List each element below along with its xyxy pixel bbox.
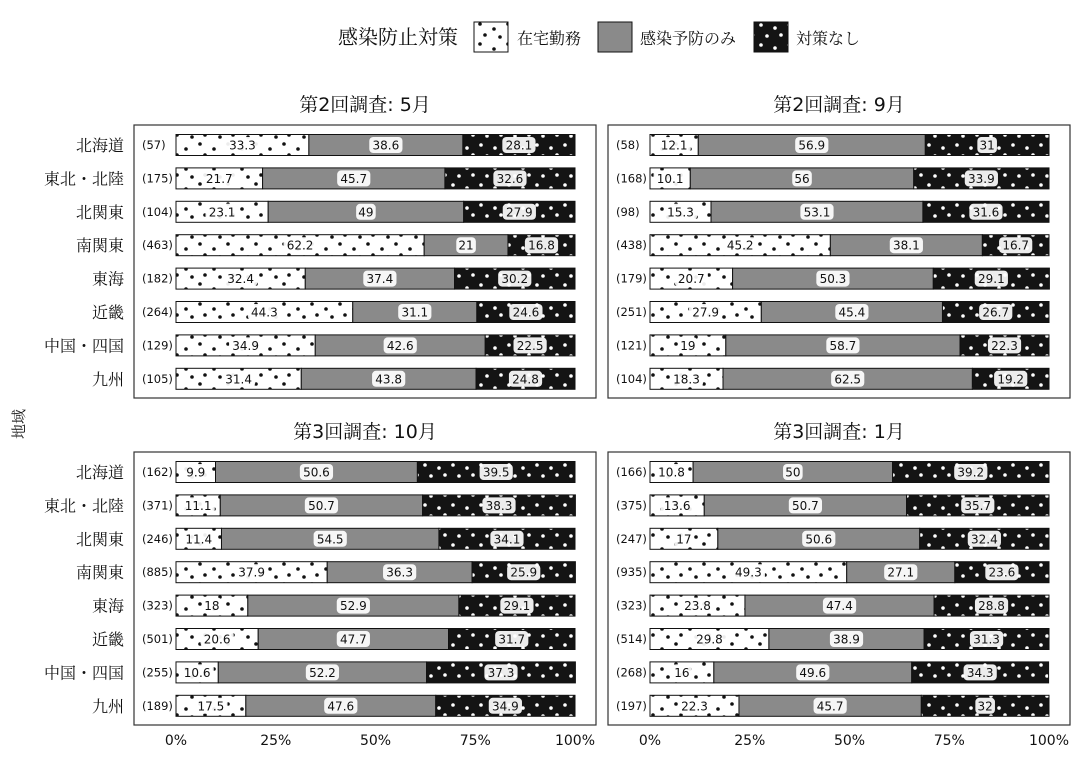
sample-size-label: (168) [616, 171, 647, 186]
legend-label-remote-work: 在宅勤務 [517, 29, 582, 48]
value-label: 18.3 [673, 372, 700, 387]
sample-size-label: (323) [616, 598, 647, 613]
legend-swatch-remote-work [474, 22, 508, 52]
panel-frame [134, 125, 596, 398]
value-label: 50.7 [792, 498, 819, 513]
value-label: 23.1 [208, 205, 236, 220]
value-label: 43.8 [375, 372, 403, 387]
x-tick-label: 25% [260, 733, 292, 749]
value-label: 13.6 [663, 498, 691, 513]
value-label: 11.1 [184, 498, 212, 513]
value-label: 58.7 [829, 338, 857, 353]
value-label: 37.4 [366, 272, 394, 287]
value-label: 39.2 [957, 465, 985, 480]
value-label: 16.7 [1002, 238, 1030, 253]
value-label: 32.4 [971, 532, 998, 547]
value-label: 27.9 [505, 205, 533, 220]
value-label: 34.9 [492, 699, 519, 714]
value-label: 12.1 [660, 138, 688, 153]
value-label: 24.8 [512, 372, 539, 387]
value-label: 62.5 [834, 372, 862, 387]
value-label: 35.7 [964, 498, 992, 513]
sample-size-label: (166) [616, 465, 647, 479]
x-tick-label: 75% [459, 733, 491, 749]
value-label: 31.3 [973, 632, 1000, 647]
panel-1 [44, 94, 596, 398]
value-label: 49.6 [799, 665, 827, 680]
value-label: 34.1 [493, 532, 521, 547]
legend [338, 22, 860, 52]
sample-size-label: (323) [142, 598, 173, 613]
value-label: 47.6 [327, 699, 355, 714]
sample-size-label: (182) [142, 271, 173, 286]
value-label: 28.8 [978, 599, 1005, 614]
value-label: 38.3 [485, 498, 513, 513]
x-tick-label: 0% [638, 733, 662, 749]
value-label: 44.3 [251, 305, 278, 320]
value-label: 38.9 [833, 632, 860, 647]
legend-label-no-measures: 対策なし [796, 29, 861, 48]
sample-size-label: (251) [616, 305, 647, 319]
sample-size-label: (255) [142, 665, 173, 680]
sample-size-label: (98) [616, 204, 640, 219]
value-label: 29.8 [696, 632, 723, 647]
sample-size-label: (179) [616, 271, 647, 286]
category-label: 九州 [91, 369, 124, 389]
value-label: 22.5 [516, 338, 544, 353]
category-label: 中国・四国 [43, 336, 124, 356]
value-label: 21.7 [205, 171, 233, 186]
panel-title: 第2回調査: 5月 [299, 94, 431, 116]
category-label: 近畿 [91, 303, 124, 322]
value-label: 20.6 [203, 632, 231, 647]
value-label: 10.1 [656, 171, 684, 186]
legend-swatch-prevention-only [598, 22, 632, 52]
panel-frame [134, 452, 596, 725]
sample-size-label: (104) [616, 371, 647, 386]
category-label: 九州 [91, 696, 124, 716]
x-tick-label: 0% [164, 733, 188, 749]
sample-size-label: (189) [142, 698, 173, 713]
value-label: 19 [680, 338, 696, 353]
sample-size-label: (514) [616, 632, 647, 646]
value-label: 31 [979, 138, 995, 153]
value-label: 56 [794, 171, 810, 186]
sample-size-label: (268) [616, 665, 647, 680]
value-label: 62.2 [286, 238, 314, 253]
value-label: 15.3 [667, 205, 694, 220]
value-label: 37.9 [238, 565, 265, 580]
category-label: 北海道 [75, 136, 124, 155]
value-label: 37.3 [487, 665, 515, 680]
value-label: 23.8 [684, 599, 711, 614]
sample-size-label: (104) [142, 204, 173, 219]
value-label: 27.1 [887, 565, 915, 580]
x-axes [165, 733, 1069, 749]
panel-3 [44, 421, 596, 725]
panel-title: 第3回調査: 1月 [773, 421, 905, 443]
value-label: 16 [674, 665, 690, 680]
value-label: 29.1 [977, 272, 1005, 287]
value-label: 25.9 [510, 565, 538, 580]
category-label: 南関東 [75, 236, 124, 256]
sample-size-label: (264) [142, 305, 173, 319]
value-label: 32.4 [227, 272, 254, 287]
value-label: 23.6 [988, 565, 1016, 580]
value-label: 17.5 [197, 699, 225, 714]
value-label: 10.6 [183, 665, 211, 680]
value-label: 17 [676, 532, 692, 547]
value-label: 31.6 [972, 205, 1000, 220]
value-label: 42.6 [386, 338, 414, 353]
value-label: 45.7 [340, 171, 368, 186]
value-label: 50.6 [805, 532, 833, 547]
category-label: 北関東 [75, 529, 124, 549]
value-label: 10.8 [658, 465, 685, 480]
value-label: 49 [358, 205, 374, 220]
value-label: 36.3 [386, 565, 413, 580]
value-label: 39.5 [482, 465, 510, 480]
value-label: 33.9 [968, 171, 995, 186]
legend-label-prevention-only: 感染予防のみ [640, 29, 737, 48]
value-label: 38.6 [372, 138, 400, 153]
value-label: 27.9 [692, 305, 720, 320]
sample-size-label: (197) [616, 698, 647, 713]
category-label: 北関東 [75, 202, 124, 222]
panel-title: 第3回調査: 10月 [293, 421, 437, 443]
value-label: 22.3 [681, 699, 708, 714]
value-label: 31.1 [401, 305, 429, 320]
value-label: 16.8 [528, 238, 555, 253]
value-label: 47.4 [826, 599, 853, 614]
value-label: 52.9 [339, 599, 367, 614]
panels [44, 94, 1070, 725]
sample-size-label: (463) [142, 238, 173, 253]
category-label: 北海道 [75, 463, 124, 482]
sample-size-label: (129) [142, 338, 173, 353]
category-label: 東北・北陸 [43, 169, 124, 189]
sample-size-label: (375) [616, 498, 647, 513]
y-axis-title: 地域 [10, 408, 28, 440]
value-label: 34.9 [232, 338, 259, 353]
value-label: 9.9 [186, 465, 206, 480]
x-tick-label: 100% [554, 733, 596, 749]
value-label: 31.4 [225, 372, 253, 387]
sample-size-label: (247) [616, 531, 647, 546]
value-label: 29.1 [503, 599, 531, 614]
value-label: 47.7 [339, 632, 367, 647]
category-label: 東海 [91, 596, 124, 616]
value-label: 50.3 [819, 272, 847, 287]
x-tick-label: 25% [734, 733, 766, 749]
value-label: 50 [785, 465, 801, 480]
category-label: 東海 [91, 269, 124, 289]
category-label: 中国・四国 [43, 663, 124, 683]
sample-size-label: (246) [142, 531, 173, 546]
value-label: 28.1 [505, 138, 533, 153]
category-label: 東北・北陸 [43, 496, 124, 516]
value-label: 19.2 [997, 372, 1025, 387]
value-label: 26.7 [982, 305, 1010, 320]
value-label: 52.2 [309, 665, 336, 680]
sample-size-label: (162) [142, 465, 173, 479]
sample-size-label: (371) [142, 498, 173, 513]
value-label: 24.6 [512, 305, 540, 320]
panel-title: 第2回調査: 9月 [773, 94, 905, 116]
panel-frame [608, 125, 1070, 398]
sample-size-label: (57) [142, 138, 166, 152]
value-label: 45.7 [816, 699, 844, 714]
value-label: 50.7 [308, 498, 335, 513]
category-label: 南関東 [75, 563, 124, 583]
legend-title: 感染防止対策 [338, 25, 458, 49]
value-label: 32.6 [496, 171, 524, 186]
value-label: 31.7 [498, 632, 526, 647]
x-tick-label: 75% [933, 733, 965, 749]
x-tick-label: 50% [833, 733, 866, 749]
panel-2 [608, 94, 1070, 398]
value-label: 18 [204, 599, 220, 614]
x-tick-label: 100% [1028, 733, 1070, 749]
value-label: 45.4 [838, 305, 866, 320]
value-label: 38.1 [892, 238, 920, 253]
x-tick-label: 50% [359, 733, 392, 749]
value-label: 21 [458, 238, 474, 253]
sample-size-label: (438) [616, 238, 647, 253]
panel-frame [608, 452, 1070, 725]
value-label: 20.7 [677, 272, 705, 287]
value-label: 32 [977, 699, 993, 714]
sample-size-label: (175) [142, 171, 173, 186]
value-label: 56.9 [798, 138, 826, 153]
value-label: 54.5 [316, 532, 344, 547]
sample-size-label: (501) [142, 632, 173, 646]
sample-size-label: (58) [616, 138, 640, 152]
value-label: 11.4 [185, 532, 213, 547]
category-label: 近畿 [91, 630, 124, 649]
sample-size-label: (121) [616, 338, 647, 353]
sample-size-label: (885) [142, 565, 173, 580]
sample-size-label: (935) [616, 565, 647, 580]
value-label: 22.3 [991, 338, 1018, 353]
value-label: 45.2 [726, 238, 754, 253]
value-label: 50.6 [303, 465, 330, 480]
value-label: 33.3 [229, 138, 256, 153]
value-label: 53.1 [803, 205, 831, 220]
value-label: 30.2 [501, 272, 529, 287]
sample-size-label: (105) [142, 371, 173, 386]
panel-4 [608, 421, 1070, 725]
legend-swatch-no-measures [754, 22, 788, 52]
value-label: 34.3 [966, 665, 994, 680]
value-label: 49.3 [734, 565, 762, 580]
